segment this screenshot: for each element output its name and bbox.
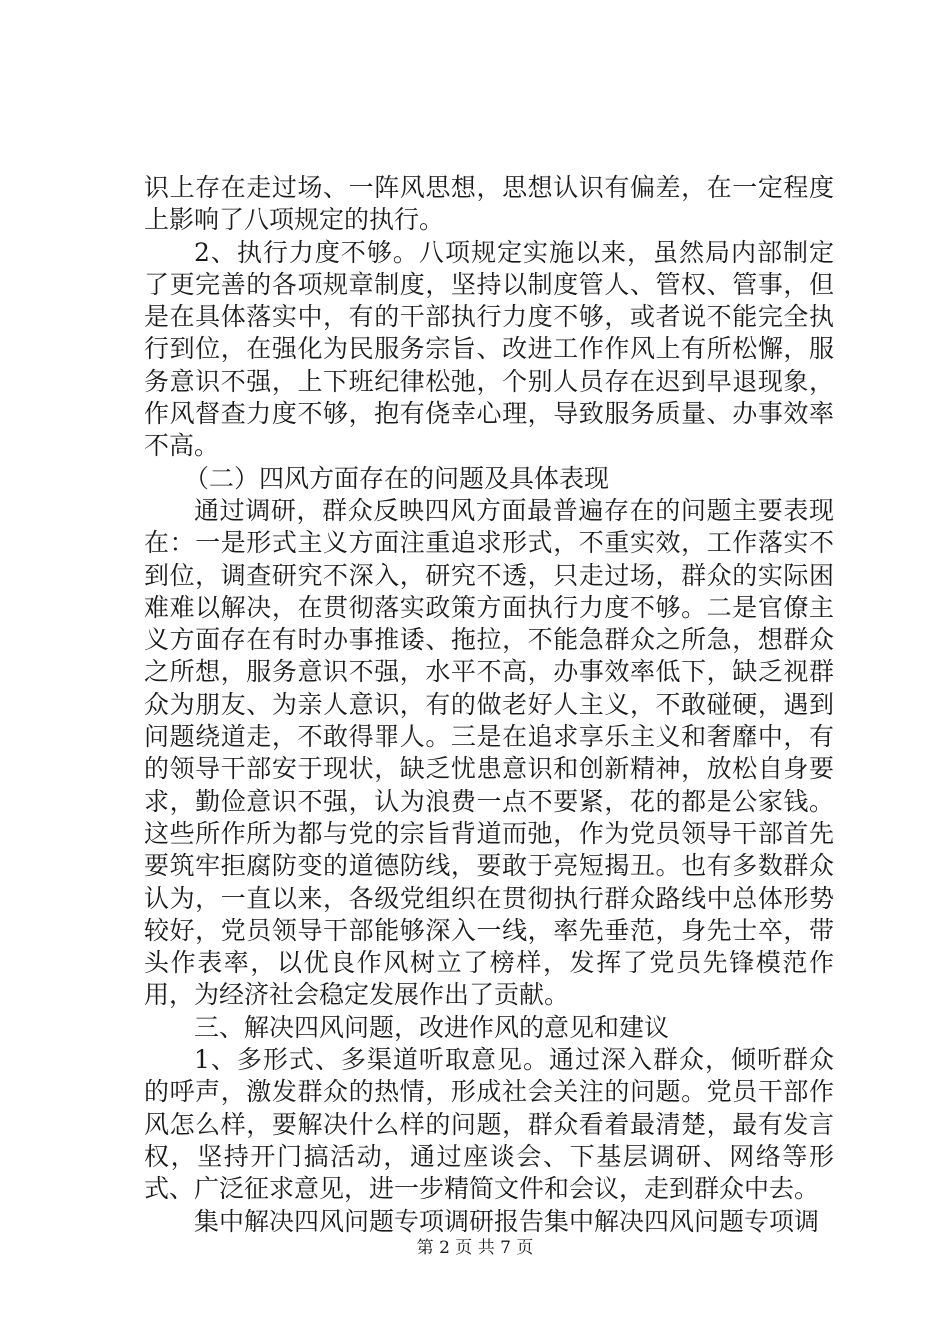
paragraph-continuation: 识上存在走过场、一阵风思想，思想认识有偏差，在一定程度上影响了八项规定的执行。 <box>144 173 834 235</box>
paragraph-listen-opinions: 1、多形式、多渠道听取意见。通过深入群众，倾听群众的呼声，激发群众的热情，形成社会关注的问题。党员干部作风怎么样，要解决什么样的问题，群众看着最清楚，最有发言权，坚持开门搞活动，通过座谈会、下基层调研、网络等形式、广泛征求意见，进一步精简文件和会议，走到群众中去。 <box>144 1045 834 1204</box>
paragraph-execution-strength: 2、执行力度不够。八项规定实施以来，虽然局内部制定了更完善的各项规章制度，坚持以制度管人、管权、管事，但是在具体落实中，有的干部执行力度不够，或者说不能完全执行到位，在强化为民服务宗旨、改进工作作风上有所松懈，服务意识不强，上下班纪律松弛，个别人员存在迟到早退现象，作风督查力度不够，抱有侥幸心理，导致服务质量、办事效率不高。 <box>144 237 834 461</box>
paragraph-survey-findings: 通过调研，群众反映四风方面最普遍存在的问题主要表现在：一是形式主义方面注重追求形式，不重实效，工作落实不到位，调查研究不深入，研究不透，只走过场，群众的实际困难难以解决，在贯彻落实政策方面执行力度不够。二是官僚主义方面存在有时办事推诿、拖拉，不能急群众之所急，想群众之所想，服务意识不强，水平不高，办事效率低下，缺乏视群众为朋友、为亲人意识，有的做老好人主义，不敢碰硬，遇到问题绕道走，不敢得罪人。三是在追求享乐主义和奢靡中，有的领导干部安于现状，缺乏忧患意识和创新精神，放松自身要求，勤俭意识不强，认为浪费一点不要紧，花的都是公家钱。这些所作所为都与党的宗旨背道而弛，作为党员领导干部首先要筑牢拒腐防变的道德防线，要敢于亮短揭丑。也有多数群众认为，一直以来，各级党组织在贯彻执行群众路线中总体形势较好，党员领导干部能够深入一线，率先垂范，身先士卒，带头作表率，以优良作风树立了榜样，发挥了党员先锋模范作用，为经济社会稳定发展作出了贡献。 <box>144 495 834 1010</box>
section-heading-suggestions: 三、解决四风问题，改进作风的意见和建议 <box>194 1012 670 1042</box>
document-body <box>144 172 834 1238</box>
page-number-footer: 第 2 页 共 7 页 <box>416 1238 534 1258</box>
paragraph-report-title-repeat: 集中解决四风问题专项调研报告集中解决四风问题专项调 <box>194 1206 820 1236</box>
section-heading-four-winds-problems: （二）四风方面存在的问题及具体表现 <box>184 463 610 493</box>
